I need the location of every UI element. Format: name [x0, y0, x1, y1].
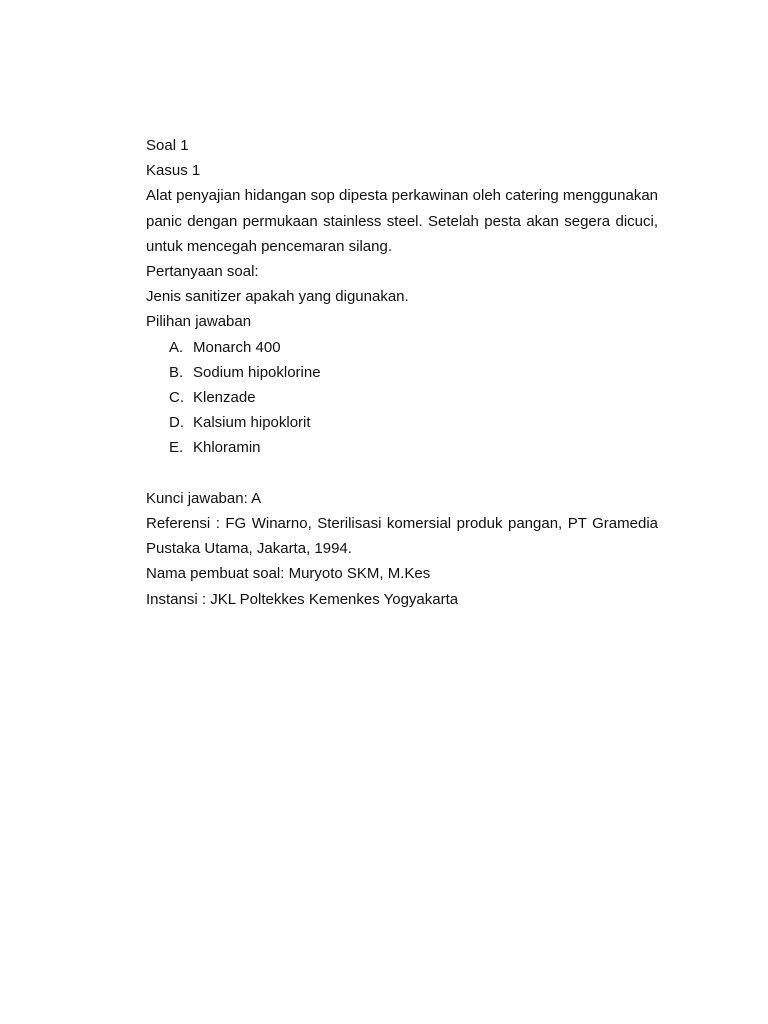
option-letter: E. [169, 439, 184, 457]
option-letter: A. [169, 338, 184, 356]
blank-line [146, 461, 658, 486]
option-text: Monarch 400 [193, 338, 281, 356]
option-letter: D. [169, 414, 184, 432]
option-text: Klenzade [193, 389, 256, 407]
option-letter: B. [169, 363, 184, 381]
answer-option [169, 410, 658, 435]
options-heading: Pilihan jawaban [146, 313, 252, 331]
question-heading: Pertanyaan soal: [146, 263, 259, 281]
case-description: Alat penyajian hidangan sop dipesta perkawinan oleh catering menggunakan panic dengan permukaan stainless steel. Setelah pesta akan segera dicuci, untuk mencegah pencemaran silang. [146, 187, 658, 255]
option-text: Sodium hipoklorine [193, 363, 321, 381]
reference: Referensi : FG Winarno, Sterilisasi komersial produk pangan, PT Gramedia Pustaka Utama, Jakarta, 1994. [146, 515, 658, 558]
answer-option [169, 360, 658, 385]
institution: Instansi : JKL Poltekkes Kemenkes Yogyakarta [146, 590, 459, 608]
question-text: Jenis sanitizer apakah yang digunakan. [146, 288, 409, 306]
question-number: Soal 1 [146, 137, 189, 154]
answer-options [146, 335, 658, 461]
option-text: Kalsium hipoklorit [193, 414, 311, 432]
author: Nama pembuat soal: Muryoto SKM, M.Kes [146, 565, 431, 583]
option-letter: C. [169, 389, 184, 407]
answer-option [169, 335, 658, 360]
case-label: Kasus 1 [146, 162, 201, 180]
answer-option [169, 435, 658, 460]
option-text: Khloramin [193, 439, 261, 457]
answer-option [169, 385, 658, 410]
document-page [146, 133, 658, 612]
answer-key: Kunci jawaban: A [146, 489, 262, 507]
